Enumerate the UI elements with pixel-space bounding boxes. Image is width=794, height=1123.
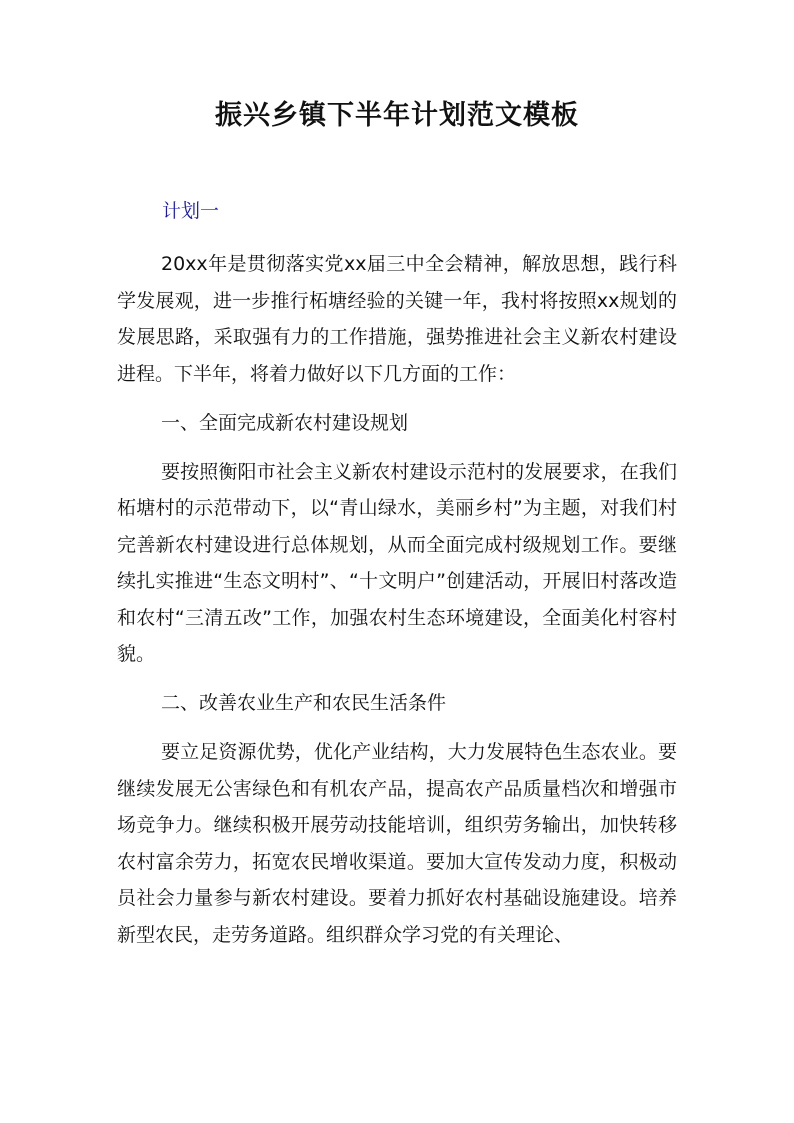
- section2-heading: 二、改善农业生产和农民生活条件: [161, 692, 447, 714]
- document-body: [117, 246, 677, 953]
- plan-heading: 计划一: [162, 200, 220, 222]
- section1-heading: 一、全面完成新农村建设规划: [161, 411, 409, 434]
- intro-paragraph: 20xx年是贯彻落实党xx届三中全会精神，解放思想，践行科学发展观，进一步推行柘塘经验的关键一年，我村将按照xx规划的发展思路，采取强有力的工作措施，强势推进社会主义新农村建设进程。下半年，将着力做好以下几方面的工作：: [117, 253, 677, 385]
- section1-paragraph: 要按照衡阳市社会主义新农村建设示范村的发展要求，在我们柘塘村的示范带动下，以“青山绿水，美丽乡村”为主题，对我们村完善新农村建设进行总体规划，从而全面完成村级规划工作。要继续扎实推进“生态文明村”、“十文明户”创建活动，开展旧村落改造和农村“三清五改”工作，加强农村生态环境建设，全面美化村容村貌。: [117, 460, 677, 665]
- document-title: 振兴乡镇下半年计划范文模板: [215, 100, 579, 131]
- section2-paragraph: 要立足资源优势，优化产业结构，大力发展特色生态农业。要继续发展无公害绿色和有机农产品，提高农产品质量档次和增强市场竞争力。继续积极开展劳动技能培训，组织劳务输出，加快转移农村富余劳力，拓宽农民增收渠道。要加大宣传发动力度，积极动员社会力量参与新农村建设。要着力抓好农村基础设施建设。培养新型农民，走劳务道路。组织群众学习党的有关理论、: [117, 741, 677, 946]
